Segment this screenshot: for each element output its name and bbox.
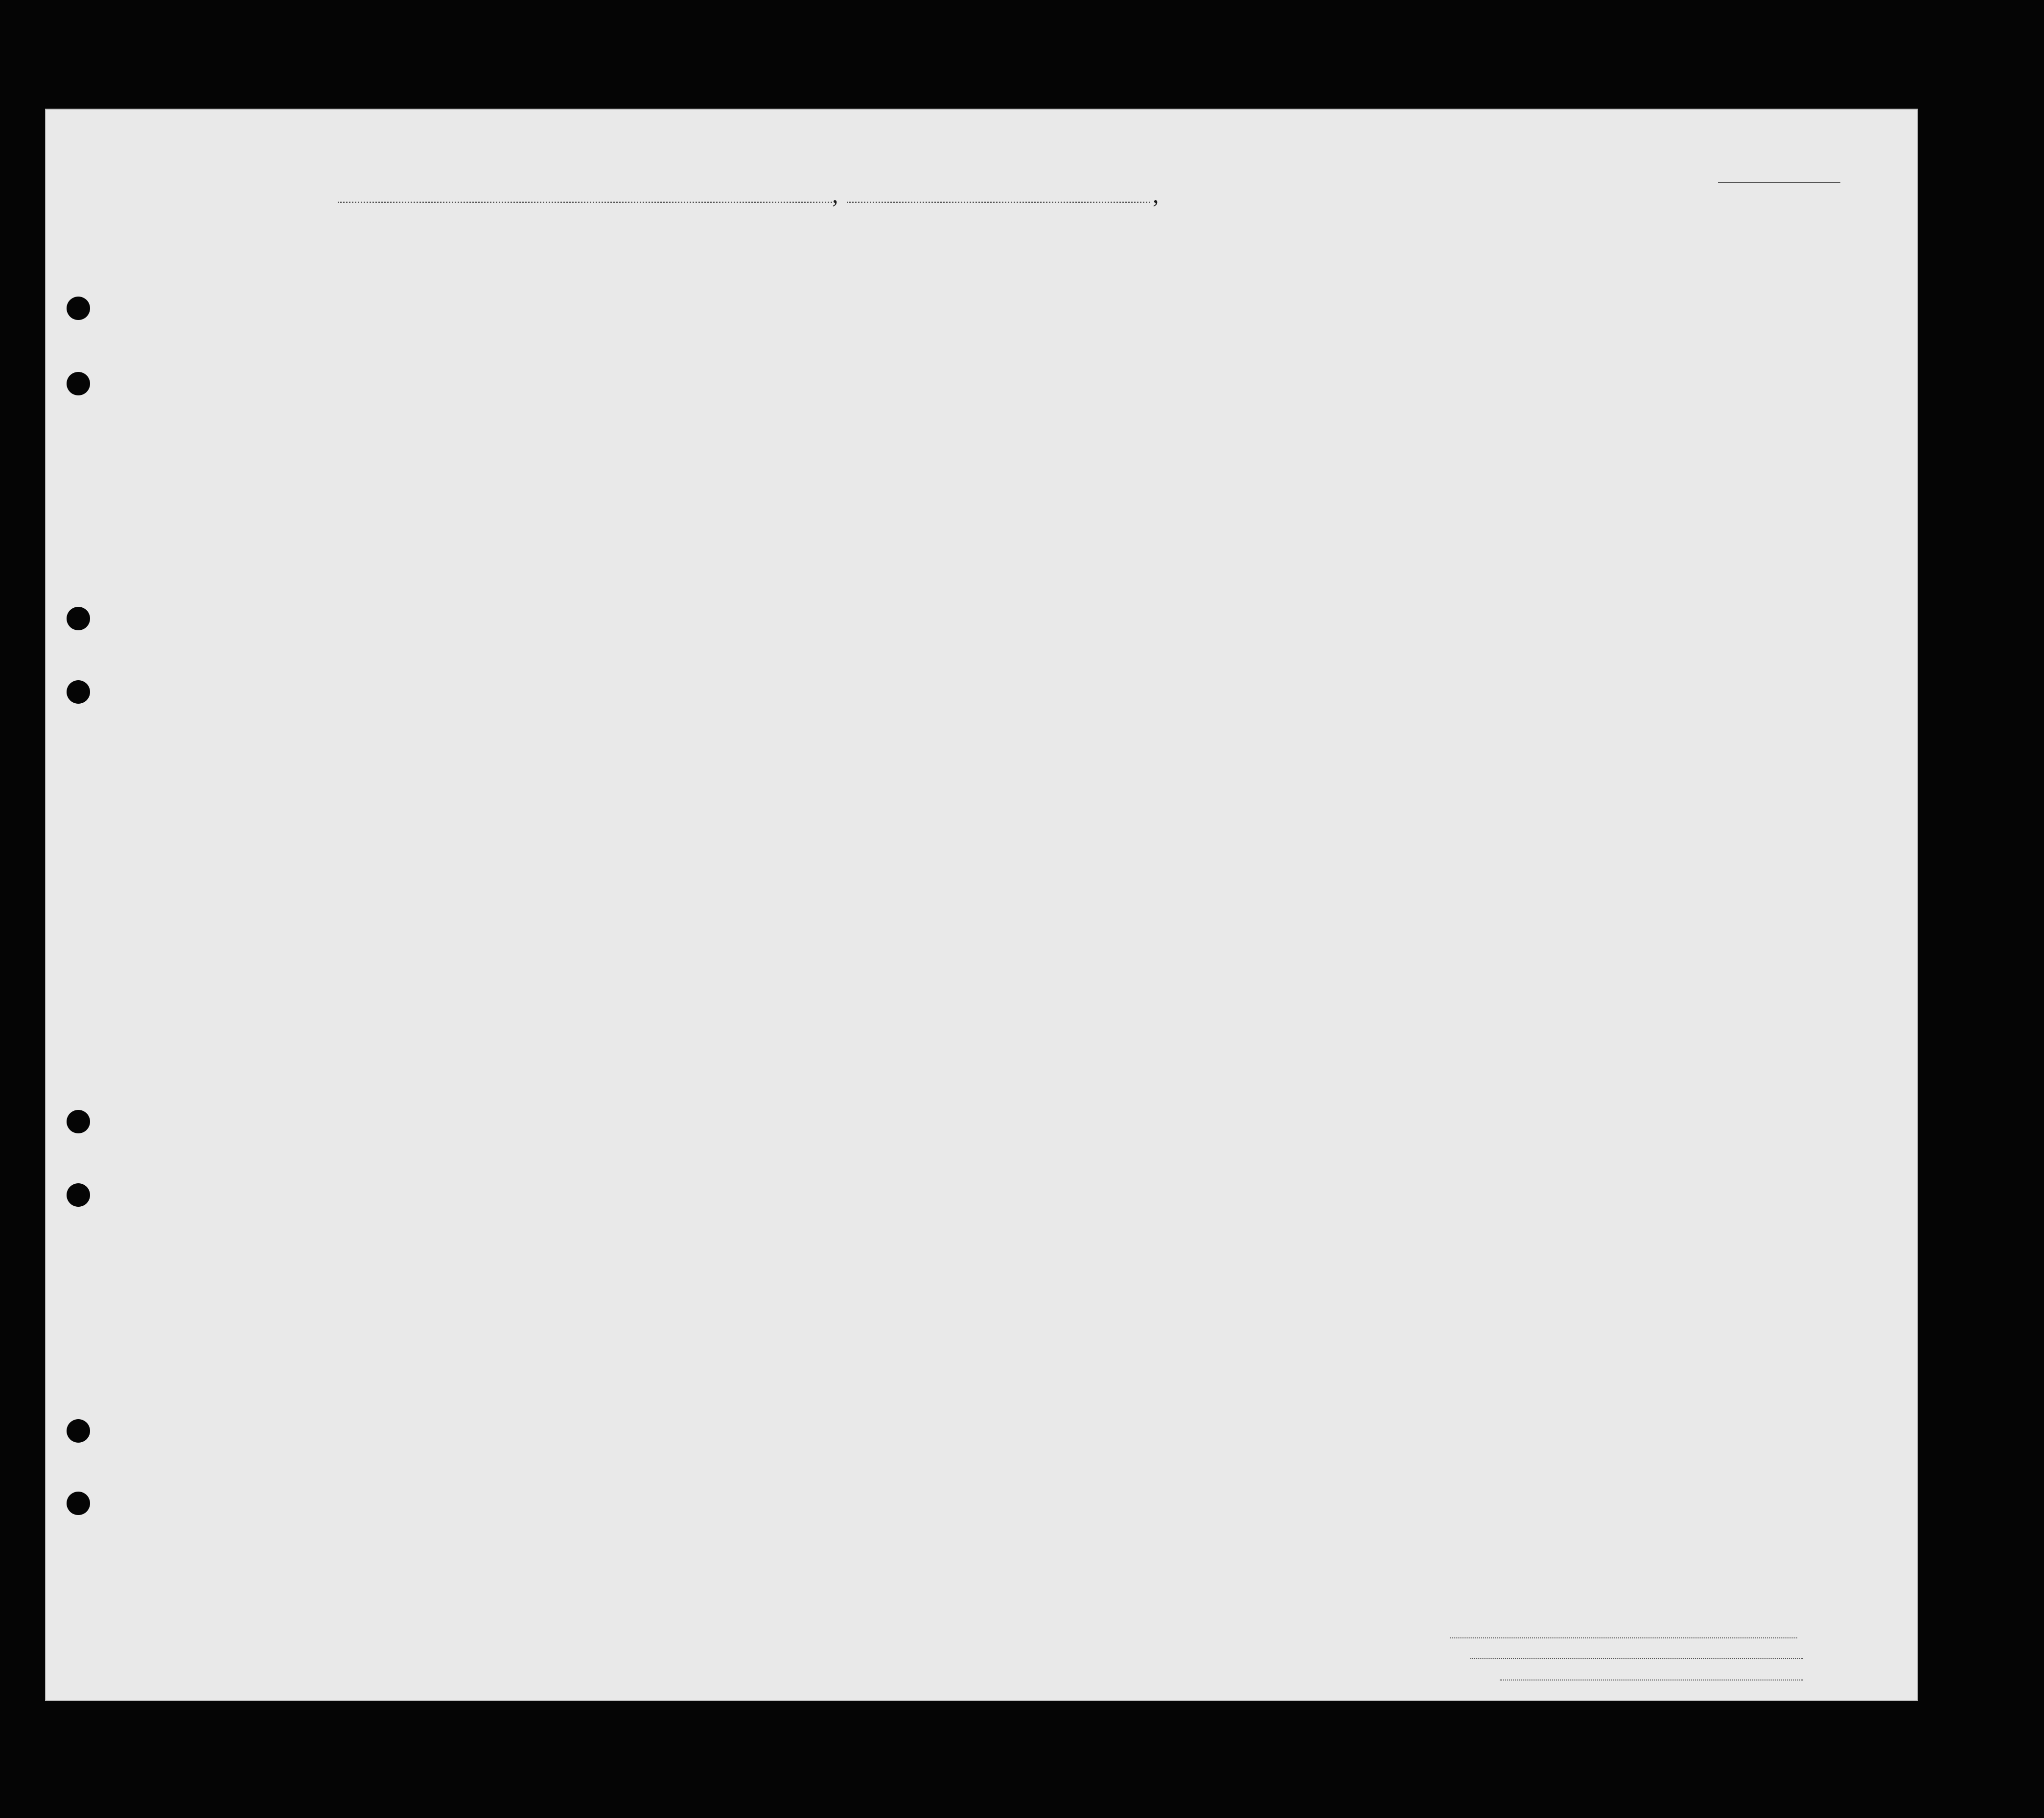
comma: , — [832, 181, 838, 208]
comma: , — [1153, 181, 1159, 208]
line-underline — [1450, 1637, 1797, 1638]
owners-underline — [1470, 1658, 1803, 1659]
